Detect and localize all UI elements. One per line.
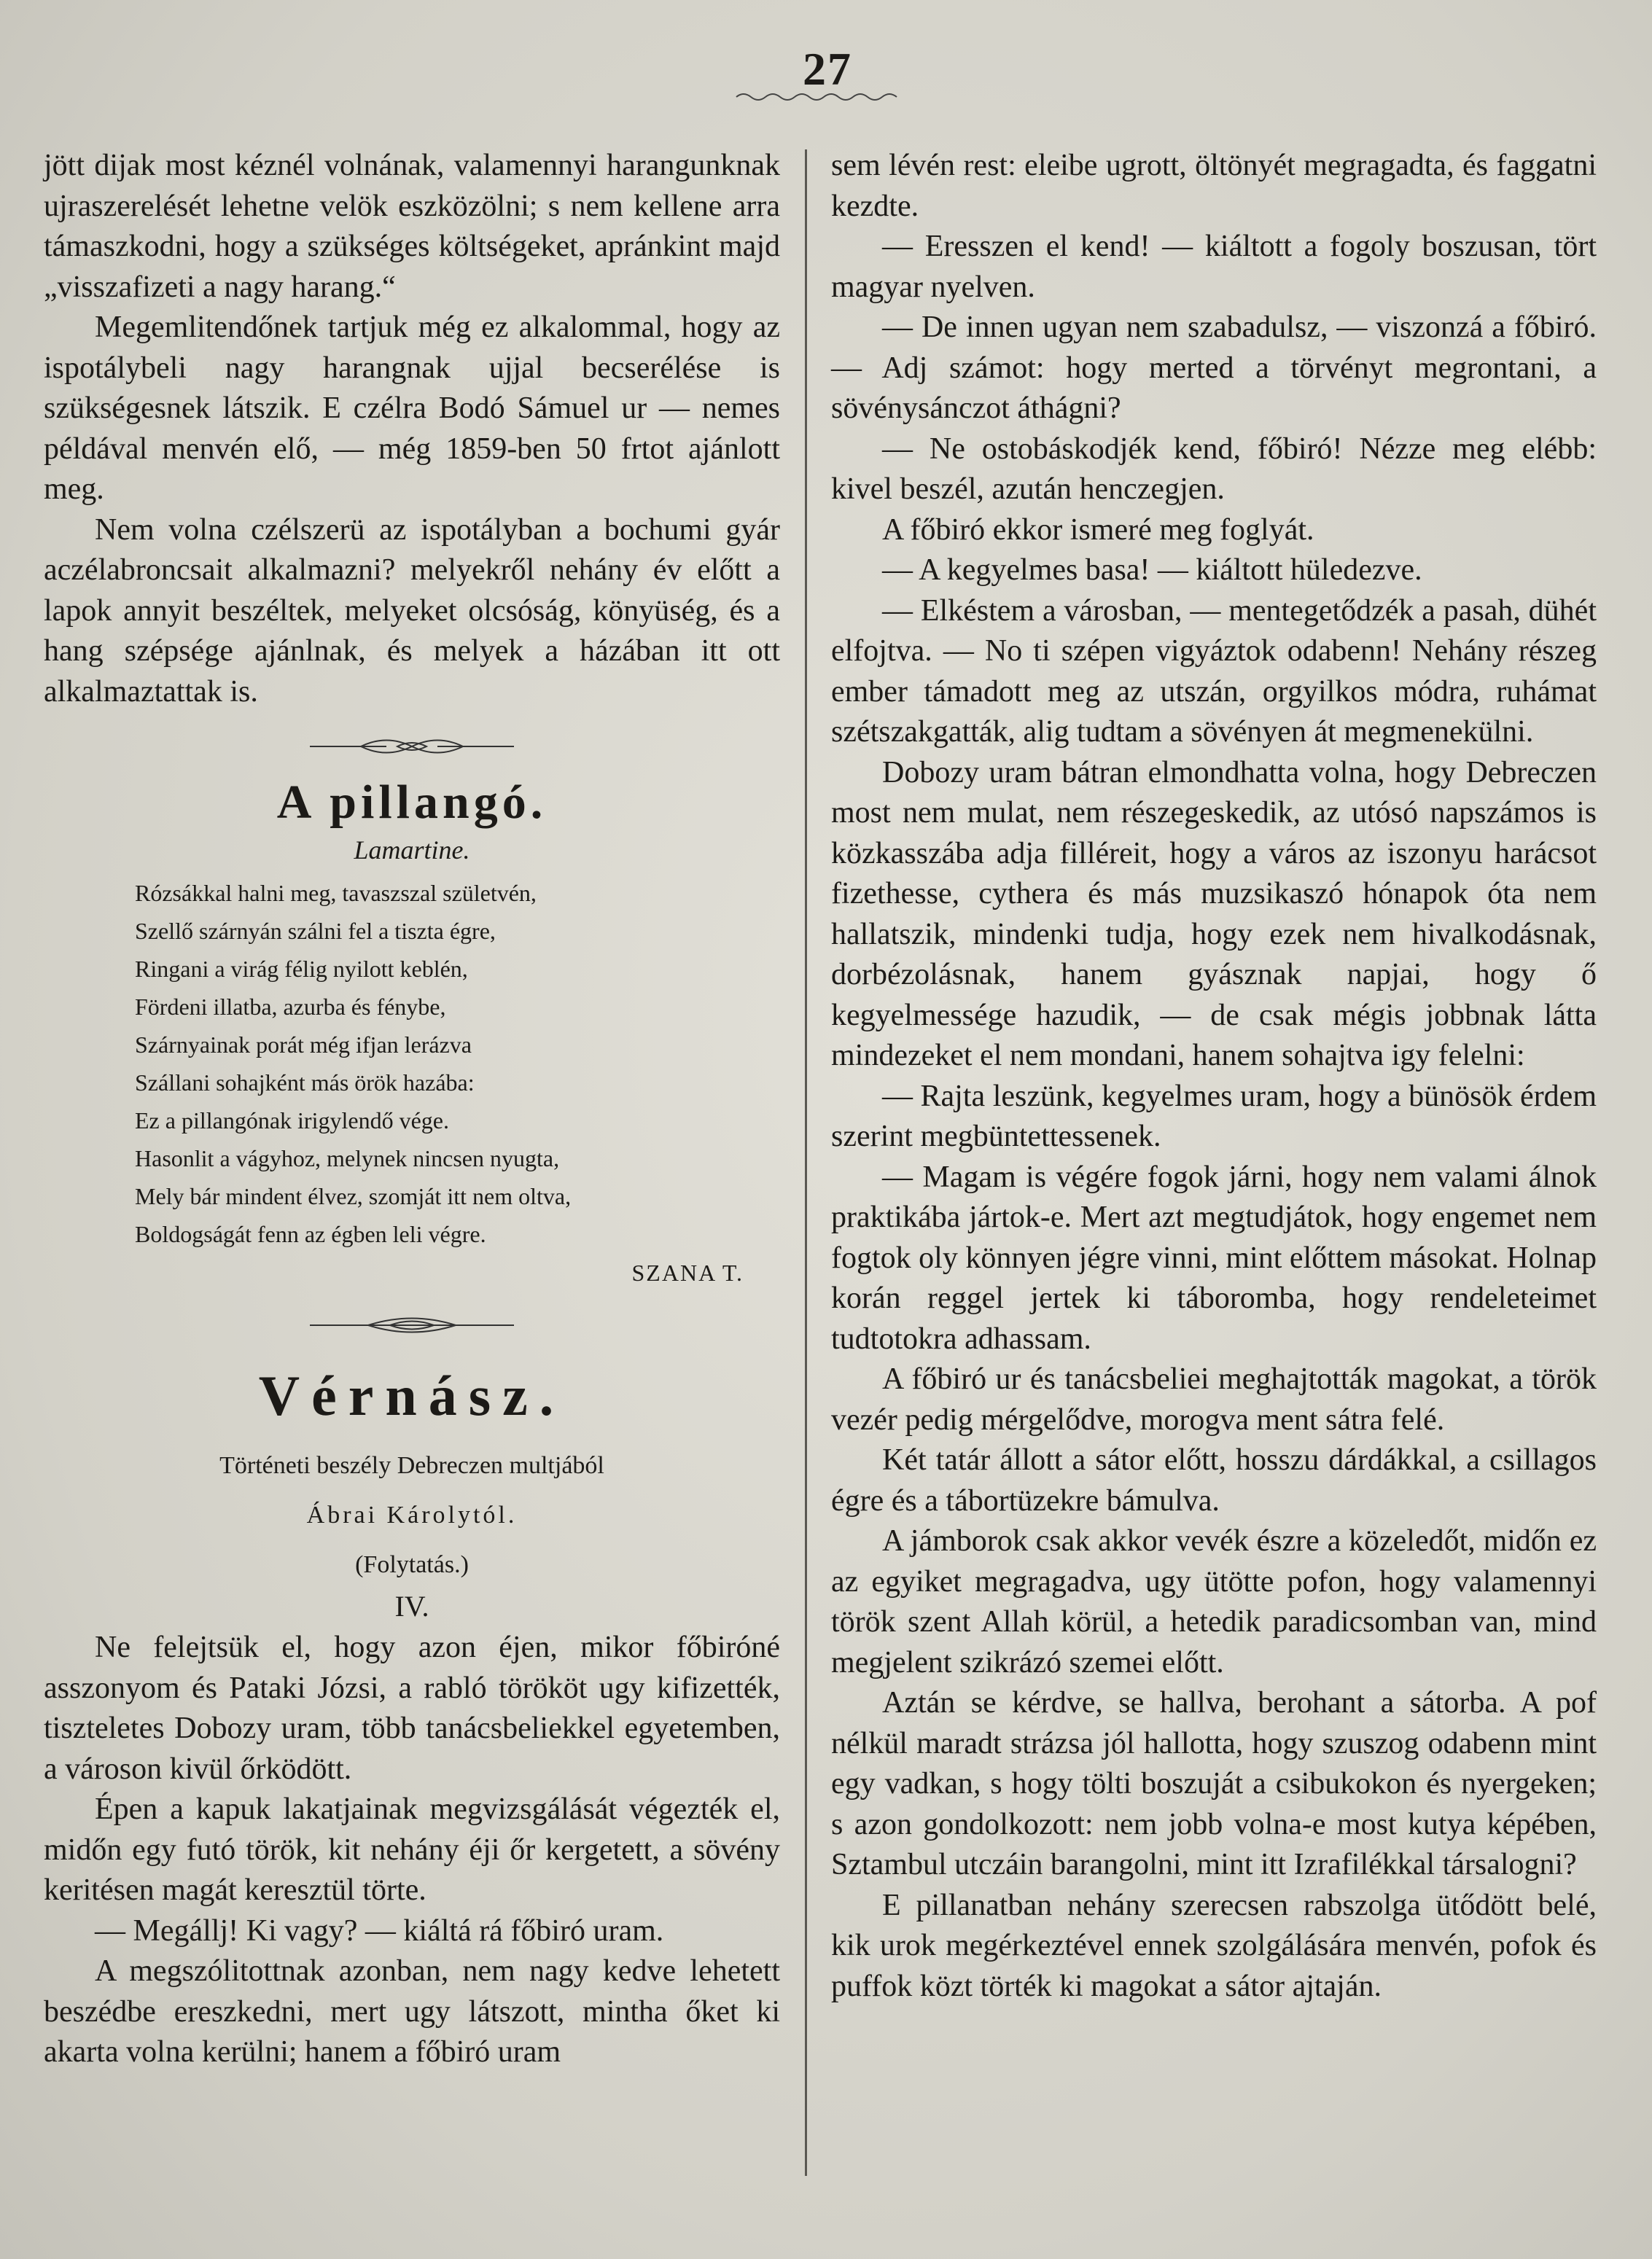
- story-paragraph: sem lévén rest: eleibe ugrott, öltönyét megragadta, és faggatni kezdte.: [831, 149, 1597, 223]
- story-paragraph: — Eresszen el kend! — kiáltott a fogoly boszusan, tört magyar nyelven.: [831, 230, 1597, 304]
- story-byline: Ábrai Károlytól.: [306, 1502, 518, 1529]
- story-paragraph: A jámborok csak akkor vevék észre a közeledőt, midőn ez az egyiket megragadva, ugy ütötte pofon, hogy valamennyi török szent Allah körül, a hetedik paradicsomban van, mind megjelent szikrázó szemei előtt.: [831, 1524, 1597, 1679]
- story-paragraph: — Magam is végére fogok járni, hogy nem valami álnok praktikába jártok-e. Mert azt megtudjátok, hogy engemet nem fogtok oly könnyen jégre vinni, mint előttem másokat. Holnap korán reggel jertek ki táboromba, hogy rendeleteimet tudtotokra adhassam.: [831, 1160, 1597, 1356]
- poem-line: Fördeni illatba, azurba és fénybe,: [135, 994, 446, 1020]
- story-paragraph: — Rajta leszünk, kegyelmes uram, hogy a bünösök érdem szerint megbüntettessenek.: [831, 1079, 1597, 1153]
- story-paragraph: — Ne ostobáskodjék kend, főbiró! Nézze meg elébb: kivel beszél, azután henczegjen.: [831, 432, 1597, 506]
- left-column: [44, 146, 780, 2073]
- right-column: [831, 146, 1597, 2007]
- section-ornament: [303, 728, 521, 765]
- column-divider: [805, 149, 807, 2176]
- poem-line: Rózsákkal halni meg, tavaszszal születvén,: [135, 880, 537, 906]
- section-ornament: [303, 1307, 521, 1343]
- story-paragraph: — A kegyelmes basa! — kiáltott hüledezve.: [882, 553, 1422, 587]
- story-paragraph: Dobozy uram bátran elmondhatta volna, hogy Debreczen most nem mulat, nem részegeskedik, az utósó napszámos is közkasszába adja filléreit, hogy a város az iszonyu harácsot fizethesse, cythera és más muzsikaszó hónapok óta nem hallatszik, mindenki tudja, hogy ezek nem hivalkodásnak, dorbézolásnak, hanem gyásznak napjai, hogy ő kegyelmessége hazudik, — de csak mégis jobbnak látta mindezeket el nem mondani, hanem sohajtva igy felelni:: [831, 755, 1597, 1072]
- poem-line: Mely bár mindent élvez, szomját itt nem oltva,: [135, 1183, 572, 1209]
- article-paragraph: Nem volna czélszerü az ispotályban a bochumi gyár aczélabroncsait alkalmazni? melyekről nehány év előtt a lapok annyit beszéltek, melyeket olcsóság, könyüség, és a hang szépsége ajánlnak, és melyek a házában itt ott alkalmaztattak is.: [44, 512, 780, 709]
- story-title: Vérnász.: [258, 1364, 566, 1427]
- story-continued: (Folytatás.): [355, 1551, 469, 1578]
- page-number-ornament: [733, 89, 900, 105]
- poem-line: Ringani a virág félig nyilott keblén,: [135, 956, 468, 982]
- poem-line: Hasonlit a vágyhoz, melynek nincsen nyugta,: [135, 1145, 560, 1171]
- story-paragraph: — De innen ugyan nem szabadulsz, — viszonzá a főbiró. — Adj számot: hogy merted a törvényt megrontani, a sövénysánczot áthágni?: [831, 311, 1597, 425]
- poem-signature: SZANA T.: [631, 1260, 744, 1286]
- chapter-number: IV.: [394, 1590, 429, 1623]
- story-paragraph: Ne felejtsük el, hogy azon éjen, mikor főbiróné asszonyom és Pataki Józsi, a rabló törököt ugy kifizették, tiszteletes Dobozy uram, több tanácsbeliekkel egyetemben, a városon kivül őrködött.: [44, 1631, 780, 1786]
- story-paragraph: A főbiró ekkor ismeré meg foglyát.: [882, 512, 1314, 547]
- story-paragraph: Aztán se kérdve, se hallva, berohant a sátorba. A pof nélkül maradt strázsa jól hallotta, hogy szuszog odabenn mint egy vadkan, s hogy tölti boszuját a csibukokon és nyergeken; s azon gondolkozott: nem jobb volna-e most kutya képében, Sztambul utczáin barangolni, mint itt Izrafilékkal társalogni?: [831, 1686, 1597, 1881]
- story-paragraph: A főbiró ur és tanácsbeliei meghajtották magokat, a török vezér pedig mérgelődve, morogva ment sátra felé.: [831, 1362, 1597, 1437]
- page-number: 27: [803, 43, 852, 95]
- article-paragraph: jött dijak most kéznél volnának, valamennyi harangunknak ujraszerelését lehetne velök eszközölni; s nem kellene arra támaszkodni, hogy a szükséges költségeket, apránkint majd „visszafizeti a nagy harang.“: [44, 149, 780, 304]
- story-paragraph: Két tatár állott a sátor előtt, hosszu dárdákkal, a csillagos égre és a tábortüzekre bámulva.: [831, 1443, 1597, 1518]
- poem-line: Boldogságát fenn az égben leli végre.: [135, 1221, 486, 1247]
- poem-line: Szállani sohajként más örök hazába:: [135, 1069, 475, 1096]
- article-paragraph: Megemlitendőnek tartjuk még ez alkalommal, hogy az ispotálybeli nagy harangnak ujjal becserélése is szükségesnek látszik. E czélra Bodó Sámuel ur — nemes példával menvén elő, — még 1859-ben 50 frtot ajánlott meg.: [44, 311, 780, 506]
- story-paragraph: A megszólitottnak azonban, nem nagy kedve lehetett beszédbe ereszkedni, mert ugy látszott, mintha őket ki akarta volna kerülni; hanem a főbiró uram: [44, 1954, 780, 2069]
- poem-author: Lamartine.: [354, 835, 470, 865]
- poem-line: Szárnyainak porát még ifjan lerázva: [135, 1031, 472, 1058]
- story-paragraph: E pillanatban nehány szerecsen rabszolga ütődött belé, kik urok megérkeztével ennek szolgálására menvén, pofok és puffok közt törték ki magokat a sátor ajtaján.: [831, 1888, 1597, 2003]
- story-subtitle: Történeti beszély Debreczen multjából: [219, 1452, 604, 1479]
- poem-title: A pillangó.: [276, 776, 548, 829]
- poem-line: Ez a pillangónak irigylendő vége.: [135, 1107, 449, 1134]
- poem-body: [44, 874, 780, 1253]
- poem-line: Szellő szárnyán szálni fel a tiszta égre,: [135, 918, 496, 944]
- story-paragraph: — Elkéstem a városban, — mentegetődzék a pasah, dühét elfojtva. — No ti szépen vigyáztok odabenn! Nehány részeg ember támadott meg az utszán, orgyilkos módra, ruhámat szétszakgatták, alig tudtam a sövényen át megmenekülni.: [831, 593, 1597, 749]
- story-paragraph: — Megállj! Ki vagy? — kiáltá rá főbiró uram.: [95, 1913, 664, 1948]
- story-paragraph: Épen a kapuk lakatjainak megvizsgálását végezték el, midőn egy futó török, kit nehány éji őr kergetett, a sövény keritésen magát keresztül törte.: [44, 1792, 780, 1907]
